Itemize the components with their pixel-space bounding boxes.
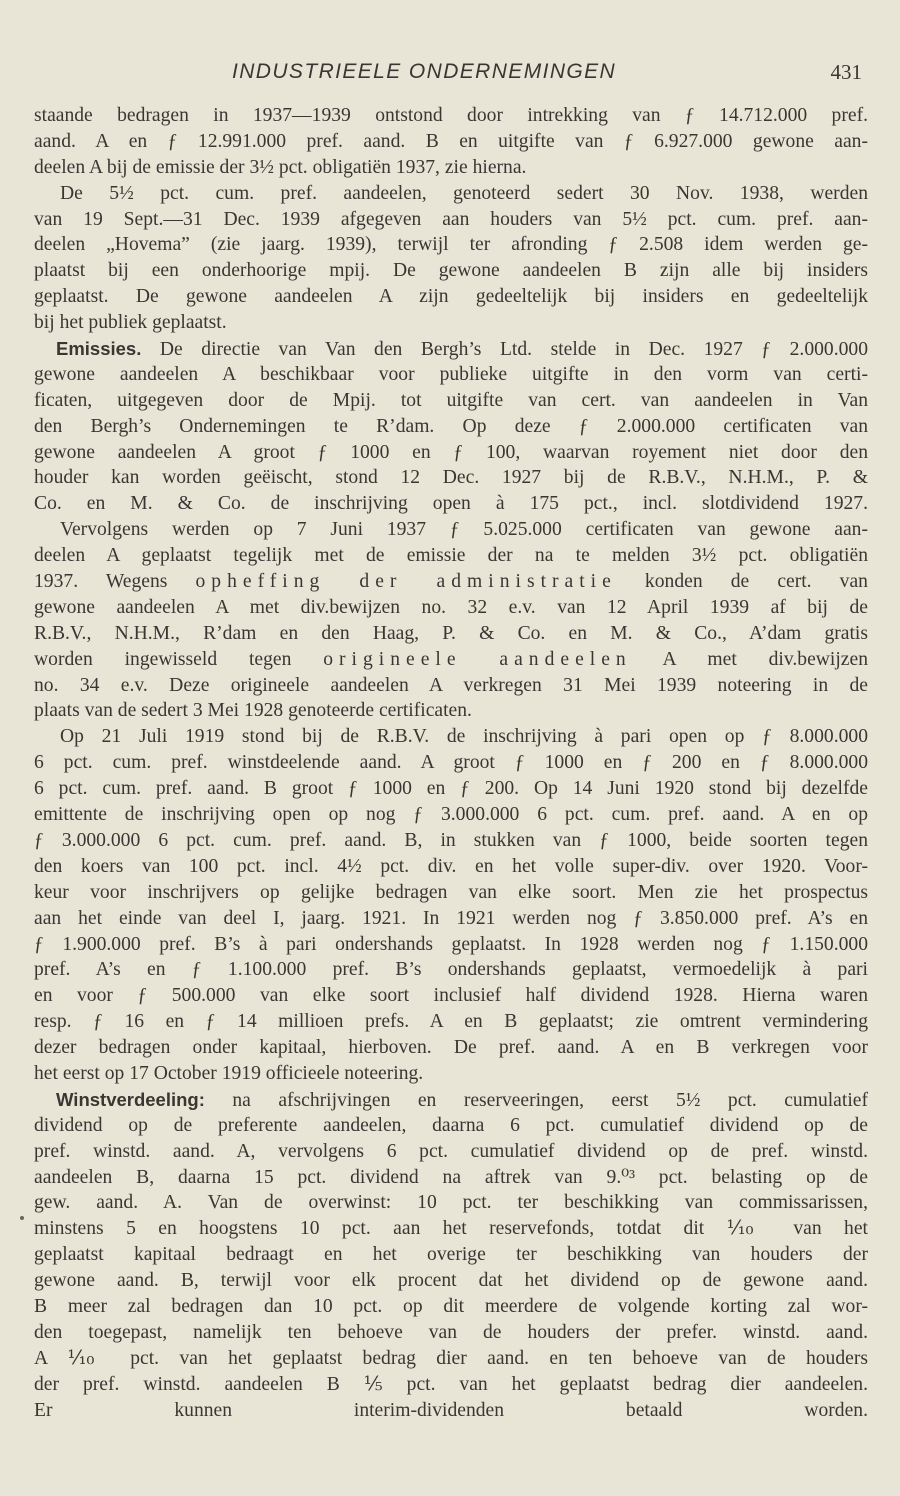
text-line: den Bergh’s Ondernemingen te R’dam. Op deze ƒ 2.000.000 certificaten van [34, 415, 868, 437]
text-line: geplaatst. De gewone aandeelen A zijn gedeeltelijk bij insiders en gedeeltelijk [34, 286, 868, 308]
text-line: resp. ƒ 16 en ƒ 14 millioen prefs. A en B geplaatst; zie omtrent vermindering [34, 1011, 868, 1033]
text-line [34, 569, 868, 595]
text-line: dividend op de preferente aandeelen, daarna 6 pct. cumulatief dividend op de [34, 1114, 868, 1136]
section-text: na afschrijvingen en reserveeringen, eerst 5½ pct. cumulatief [204, 1089, 868, 1111]
text-line: B meer zal bedragen dan 10 pct. op dit meerdere de volgende korting zal wor- [34, 1295, 868, 1317]
text-line: staande bedragen in 1937—1939 ontstond door intrekking van ƒ 14.712.000 pref. [34, 105, 868, 126]
text-line: geplaatst kapitaal bedraagt en het overige ter beschikking van houders der [34, 1244, 868, 1266]
text-line: R.B.V., N.H.M., R’dam en den Haag, P. & Co. en M. & Co., A’dam gratis [34, 622, 868, 644]
text-line: gewone aand. B, terwijl voor elk procent dat het dividend op de gewone aand. [34, 1270, 868, 1292]
text-line [34, 1087, 868, 1113]
text-line: 6 pct. cum. pref. winstdeelende aand. A groot ƒ 1000 en ƒ 200 en ƒ 8.000.000 [34, 752, 868, 774]
text-line: het eerst op 17 October 1919 officieele noteering. [34, 1062, 424, 1084]
line-segment: worden ingewisseld tegen [34, 648, 324, 670]
text-line: deelen A bij de emissie der 3½ pct. obligatiën 1937, zie hierna. [34, 156, 527, 178]
line-segment: 1937. Wegens [34, 571, 196, 593]
text-line: keur voor inschrijvers op gelijke bedragen van elke soort. Men zie het prospectus [34, 881, 868, 903]
section-heading: Winstverdeeling: [56, 1088, 205, 1110]
section-heading: Emissies. [56, 338, 142, 360]
text-line: van 19 Sept.—31 Dec. 1939 afgegeven aan houders van 5½ pct. cum. pref. aan- [34, 208, 868, 230]
page-number: 431 [830, 60, 862, 84]
text-line: gewone aandeelen A groot ƒ 1000 en ƒ 100, waarvan royement niet door den [34, 441, 868, 463]
text-line: der pref. winstd. aandeelen B ⅕ pct. van het geplaatst bedrag dier aandeelen. [34, 1373, 868, 1395]
text-line: minstens 5 en hoogstens 10 pct. aan het reservefonds, totdat dit ⅒ van het [34, 1218, 868, 1240]
text-line: De 5½ pct. cum. pref. aandeelen, genoteerd sedert 30 Nov. 1938, werden [60, 182, 868, 204]
text-line: pref. winstd. aand. A, vervolgens 6 pct. cumulatief dividend op de pref. winstd. [34, 1140, 868, 1162]
text-line: aandeelen B, daarna 15 pct. dividend na aftrek van 9.⁰³ pct. belasting op de [34, 1166, 868, 1188]
text-line: 6 pct. cum. pref. aand. B groot ƒ 1000 en ƒ 200. Op 14 Juni 1920 stond bij dezelfde [34, 778, 868, 800]
line-segment: konden de cert. van [616, 571, 868, 593]
page-header [0, 60, 900, 90]
text-line: deelen A geplaatst tegelijk met de emissie der na te melden 3½ pct. obligatiën [34, 545, 868, 567]
emphasis-spaced-text: origineele aandeelen [323, 648, 632, 670]
text-line [34, 647, 868, 673]
text-line: houder kan worden geëischt, stond 12 Dec. 1927 bij de R.B.V., N.H.M., P. & [34, 467, 868, 489]
text-line: ƒ 1.900.000 pref. B’s à pari ondershands geplaatst. In 1928 werden nog ƒ 1.150.000 [34, 933, 868, 955]
text-line: A ⅒ pct. van het geplaatst bedrag dier aand. en ten behoeve van de houders [34, 1347, 868, 1369]
text-line: den toegepast, namelijk ten behoeve van de houders der prefer. winstd. aand. [34, 1321, 868, 1343]
text-line: en voor ƒ 500.000 van elke soort inclusief half dividend 1928. Hierna waren [34, 985, 868, 1007]
text-line: Co. en M. & Co. de inschrijving open à 175 pct., incl. slotdividend 1927. [34, 493, 868, 515]
text-line: bij het publiek geplaatst. [34, 312, 227, 334]
text-line: Vervolgens werden op 7 Juni 1937 ƒ 5.025.000 certificaten van gewone aan- [60, 519, 868, 541]
text-line: deelen „Hovema” (zie jaarg. 1939), terwijl ter afronding ƒ 2.508 idem werden ge- [34, 234, 868, 256]
emphasis-spaced-text: opheffing der administratie [195, 571, 617, 593]
body-text [34, 103, 868, 1423]
text-line: plaats van de sedert 3 Mei 1928 genoteerde certificaten. [34, 700, 472, 722]
text-line: aand. A en ƒ 12.991.000 pref. aand. B en uitgifte van ƒ 6.927.000 gewone aan- [34, 130, 868, 152]
text-line: no. 34 e.v. Deze origineele aandeelen A verkregen 31 Mei 1939 noteering in de [34, 674, 868, 696]
line-segment: A met div.bewijzen [631, 648, 868, 670]
running-title: INDUSTRIEELE ONDERNEMINGEN [232, 60, 617, 83]
text-line: emittente de inschrijving open op nog ƒ 3.000.000 6 pct. cum. pref. aand. A en op [34, 804, 868, 826]
text-line: Op 21 Juli 1919 stond bij de R.B.V. de inschrijving à pari open op ƒ 8.000.000 [60, 726, 868, 748]
text-line: ƒ 3.000.000 6 pct. cum. pref. aand. B, in stukken van ƒ 1000, beide soorten tegen [34, 829, 868, 851]
text-line: den koers van 100 pct. incl. 4½ pct. div. en het volle super-div. over 1920. Voor- [34, 855, 868, 877]
text-line: dezer bedragen onder kapitaal, hierboven. De pref. aand. A en B verkregen voor [34, 1037, 868, 1059]
text-line: plaatst bij een onderhoorige mpij. De gewone aandeelen B zijn alle bij insiders [34, 260, 868, 282]
text-line: gewone aandeelen A met div.bewijzen no. 32 e.v. van 12 April 1939 af bij de [34, 596, 868, 618]
text-line: Er kunnen interim-dividenden betaald worden. [34, 1399, 868, 1421]
text-line: gew. aand. A. Van de overwinst: 10 pct. ter beschikking van commissarissen, [34, 1192, 868, 1214]
text-line: pref. A’s en ƒ 1.100.000 pref. B’s ondershands geplaatst, vermoedelijk à pari [34, 959, 868, 981]
section-text: De directie van Van den Bergh’s Ltd. stelde in Dec. 1927 ƒ 2.000.000 [141, 339, 868, 361]
text-line: ficaten, uitgegeven door de Mpij. tot uitgifte van cert. van aandeelen in Van [34, 389, 868, 411]
margin-mark [20, 1216, 24, 1220]
text-line: aan het einde van deel I, jaarg. 1921. In 1921 werden nog ƒ 3.850.000 pref. A’s en [34, 907, 868, 929]
text-line: gewone aandeelen A beschikbaar voor publieke uitgifte in den vorm van certi- [34, 363, 868, 385]
text-line [34, 336, 868, 362]
